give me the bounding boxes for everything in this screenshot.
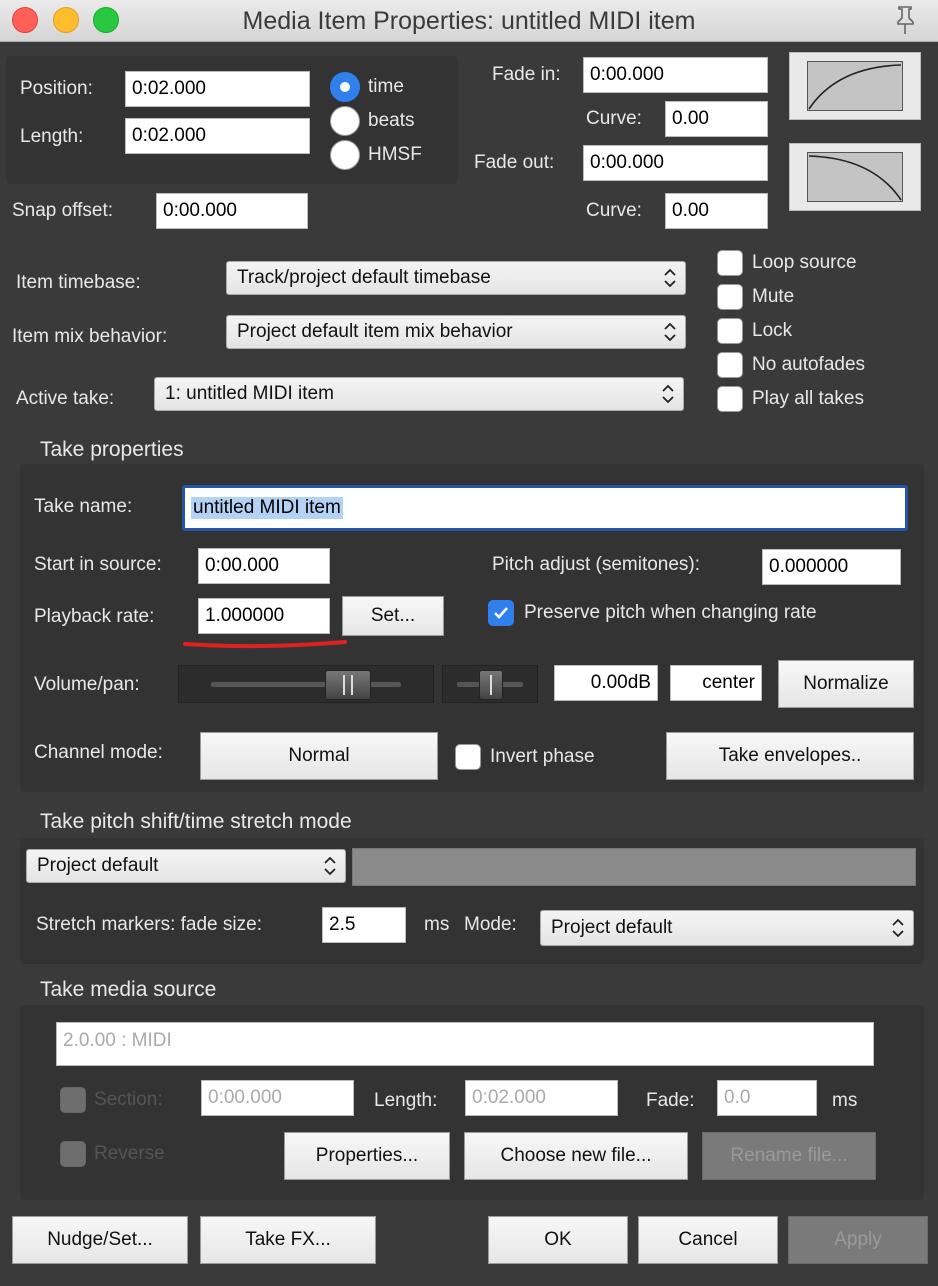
start-in-source-label: Start in source: [34, 554, 162, 575]
stretch-mode-title: Take pitch shift/time stretch mode [40, 810, 352, 833]
pitch-adjust-label: Pitch adjust (semitones): [492, 554, 701, 575]
section-checkbox [60, 1087, 86, 1113]
media-source-title: Take media source [40, 978, 217, 1001]
rename-file-button: Rename file... [702, 1132, 876, 1180]
preserve-pitch-label: Preserve pitch when changing rate [524, 602, 817, 623]
loop-source-checkbox[interactable] [717, 250, 743, 276]
preserve-pitch-checkbox[interactable] [488, 600, 514, 626]
active-take-label: Active take: [16, 388, 115, 409]
item-timebase-select[interactable] [226, 261, 686, 295]
pitch-shift-mode-value: Project default [37, 855, 159, 876]
updown-chevron-icon [891, 917, 905, 939]
item-mix-behavior-select[interactable] [226, 315, 686, 349]
updown-chevron-icon [661, 383, 675, 405]
stretch-markers-label: Stretch markers: fade size: [36, 914, 262, 935]
take-name-value: untitled MIDI item [193, 497, 341, 518]
normalize-button[interactable]: Normalize [778, 660, 914, 708]
pan-field[interactable]: center [670, 665, 762, 701]
volume-db-field[interactable]: 0.00dB [554, 665, 658, 701]
invert-phase-label: Invert phase [490, 746, 595, 767]
source-path-field: 2.0.00 : MIDI [56, 1022, 874, 1066]
item-timebase-value: Track/project default timebase [237, 267, 491, 288]
fade-out-curve-field[interactable]: 0.00 [665, 193, 768, 229]
fade-in-label: Fade in: [492, 64, 561, 85]
snap-offset-label: Snap offset: [12, 200, 114, 221]
item-mix-behavior-value: Project default item mix behavior [237, 321, 513, 342]
lock-checkbox[interactable] [717, 318, 743, 344]
volume-slider-track [211, 682, 401, 687]
section-fade-field: 0.0 [717, 1080, 817, 1116]
invert-phase-checkbox[interactable] [455, 744, 481, 770]
pin-icon[interactable] [890, 4, 920, 36]
snap-offset-field[interactable]: 0:00.000 [156, 193, 308, 229]
cancel-button[interactable]: Cancel [638, 1216, 778, 1264]
red-underline-mark [182, 637, 348, 649]
hmsf-radio[interactable] [330, 140, 360, 170]
mute-checkbox[interactable] [717, 284, 743, 310]
section-label: Section: [94, 1089, 163, 1110]
beats-radio-label: beats [368, 110, 415, 131]
time-radio-label: time [368, 76, 404, 97]
section-fade-label: Fade: [646, 1090, 695, 1111]
fade-out-label: Fade out: [474, 152, 555, 173]
set-rate-button[interactable]: Set... [342, 596, 444, 636]
section-start-field: 0:00.000 [201, 1080, 354, 1116]
stretch-marker-mode-value: Project default [551, 917, 673, 938]
fade-in-curve-field[interactable]: 0.00 [665, 101, 768, 137]
fade-out-shape-button[interactable] [789, 143, 921, 211]
pitch-shift-submode-select-disabled [352, 848, 916, 886]
fade-out-curve-label: Curve: [586, 200, 642, 221]
volume-pan-label: Volume/pan: [34, 674, 140, 695]
channel-mode-label: Channel mode: [34, 742, 163, 763]
reverse-label: Reverse [94, 1143, 165, 1164]
beats-radio[interactable] [330, 106, 360, 136]
take-envelopes-button[interactable]: Take envelopes.. [666, 732, 914, 780]
position-field[interactable]: 0:02.000 [125, 71, 310, 107]
choose-new-file-button[interactable]: Choose new file... [464, 1132, 688, 1180]
no-autofades-checkbox[interactable] [717, 352, 743, 378]
pan-slider-thumb[interactable] [479, 670, 503, 700]
take-name-label: Take name: [34, 496, 133, 517]
length-label: Length: [20, 126, 84, 147]
take-name-field[interactable] [182, 485, 908, 531]
fade-size-unit: ms [424, 914, 450, 935]
reverse-checkbox [60, 1141, 86, 1167]
item-mix-behavior-label: Item mix behavior: [12, 326, 168, 347]
title-bar [0, 0, 938, 42]
active-take-select[interactable] [154, 377, 684, 411]
take-fx-button[interactable]: Take FX... [200, 1216, 376, 1264]
section-length-label: Length: [374, 1090, 438, 1111]
position-label: Position: [20, 78, 93, 99]
fade-in-field[interactable]: 0:00.000 [583, 57, 768, 93]
apply-button: Apply [788, 1216, 928, 1264]
fade-out-field[interactable]: 0:00.000 [583, 145, 768, 181]
mute-label: Mute [752, 286, 795, 307]
fade-in-shape-button[interactable] [789, 52, 921, 120]
pitch-shift-mode-select[interactable] [26, 849, 346, 883]
playback-rate-label: Playback rate: [34, 606, 155, 627]
channel-mode-button[interactable]: Normal [200, 732, 438, 780]
stretch-mode-label: Mode: [464, 914, 517, 935]
ok-button[interactable]: OK [488, 1216, 628, 1264]
fade-size-field[interactable]: 2.5 [322, 907, 406, 943]
updown-chevron-icon [323, 855, 337, 877]
time-radio[interactable] [330, 72, 360, 102]
item-timebase-label: Item timebase: [16, 272, 141, 293]
properties-button[interactable]: Properties... [284, 1132, 450, 1180]
play-all-takes-label: Play all takes [752, 388, 864, 409]
section-fade-unit: ms [832, 1090, 858, 1111]
fade-out-curve-icon [807, 152, 903, 202]
stretch-marker-mode-select[interactable] [540, 910, 914, 946]
volume-slider[interactable] [178, 665, 434, 703]
section-length-field: 0:02.000 [465, 1080, 618, 1116]
playback-rate-field[interactable]: 1.000000 [198, 598, 330, 634]
length-field[interactable]: 0:02.000 [125, 118, 310, 154]
loop-source-label: Loop source [752, 252, 857, 273]
start-in-source-field[interactable]: 0:00.000 [198, 548, 330, 584]
checkmark-icon [492, 604, 510, 622]
fade-in-curve-label: Curve: [586, 108, 642, 129]
no-autofades-label: No autofades [752, 354, 866, 375]
fade-in-curve-icon [807, 61, 903, 111]
play-all-takes-checkbox[interactable] [717, 386, 743, 412]
window-title: Media Item Properties: untitled MIDI item [242, 7, 696, 35]
updown-chevron-icon [663, 321, 677, 343]
take-properties-title: Take properties [40, 438, 184, 461]
lock-label: Lock [752, 320, 793, 341]
active-take-value: 1: untitled MIDI item [165, 383, 334, 404]
pan-slider[interactable] [442, 665, 538, 703]
nudge-set-button[interactable]: Nudge/Set... [12, 1216, 188, 1264]
volume-slider-thumb[interactable] [325, 670, 371, 700]
hmsf-radio-label: HMSF [368, 144, 422, 165]
pitch-adjust-field[interactable]: 0.000000 [762, 549, 901, 585]
updown-chevron-icon [663, 267, 677, 289]
